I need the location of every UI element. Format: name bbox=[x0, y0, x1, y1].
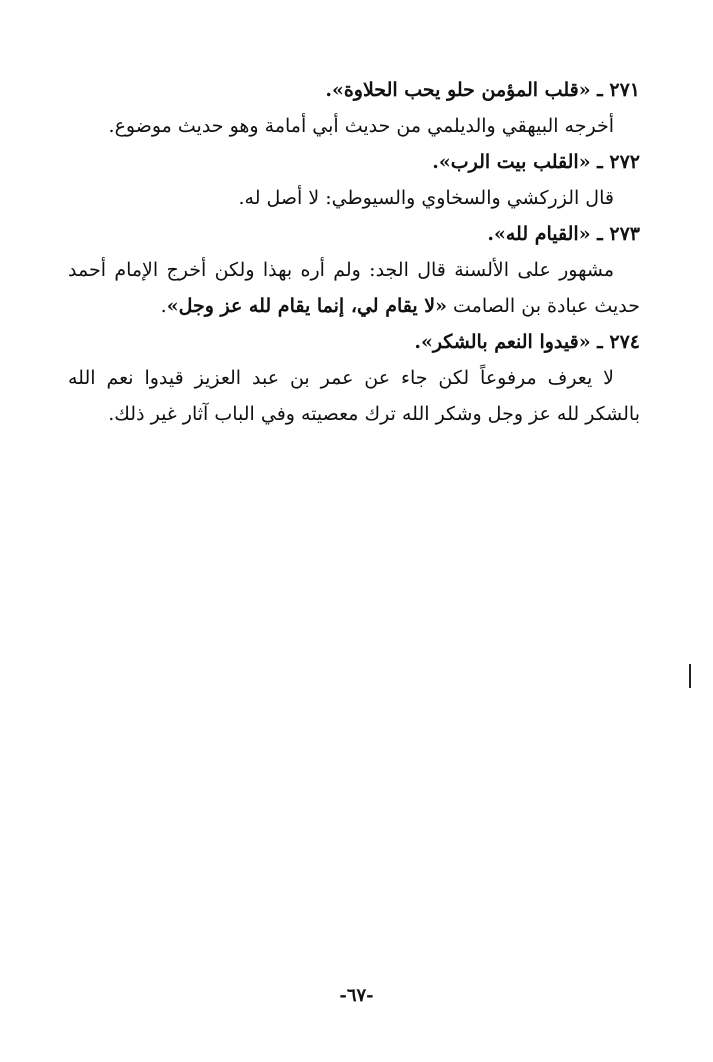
note-273-hadith-quote: «لا يقام لي، إنما يقام لله عز وجل» bbox=[166, 295, 447, 317]
note-274-line-2: بالشكر لله عز وجل وشكر الله ترك معصيته وفي الباب آثار غير ذلك. bbox=[108, 403, 640, 425]
entry-273: ٢٧٣ ـ «القيام لله». bbox=[487, 223, 640, 245]
note-273-line-1: مشهور على الألسنة قال الجد: ولم أره بهذا ولكن أخرج الإمام أحمد bbox=[68, 259, 614, 281]
note-272: قال الزركشي والسخاوي والسيوطي: لا أصل له. bbox=[238, 187, 614, 209]
margin-mark bbox=[689, 664, 691, 688]
note-273-end: . bbox=[160, 295, 167, 317]
note-271: أخرجه البيهقي والديلمي من حديث أبي أمامة وهو حديث موضوع. bbox=[108, 115, 614, 137]
note-274-line-1: لا يعرف مرفوعاً لكن جاء عن عمر بن عبد العزيز قيدوا نعم الله bbox=[68, 367, 614, 389]
entry-274: ٢٧٤ ـ «قيدوا النعم بالشكر». bbox=[414, 331, 640, 353]
text-block bbox=[68, 72, 640, 432]
note-273-line-2 bbox=[68, 288, 640, 324]
note-273-plain: حديث عبادة بن الصامت bbox=[446, 295, 640, 317]
page-number: -٦٧- bbox=[339, 985, 374, 1006]
entry-272: ٢٧٢ ـ «القلب بيت الرب». bbox=[432, 151, 640, 173]
entry-271: ٢٧١ ـ «قلب المؤمن حلو يحب الحلاوة». bbox=[325, 79, 640, 101]
